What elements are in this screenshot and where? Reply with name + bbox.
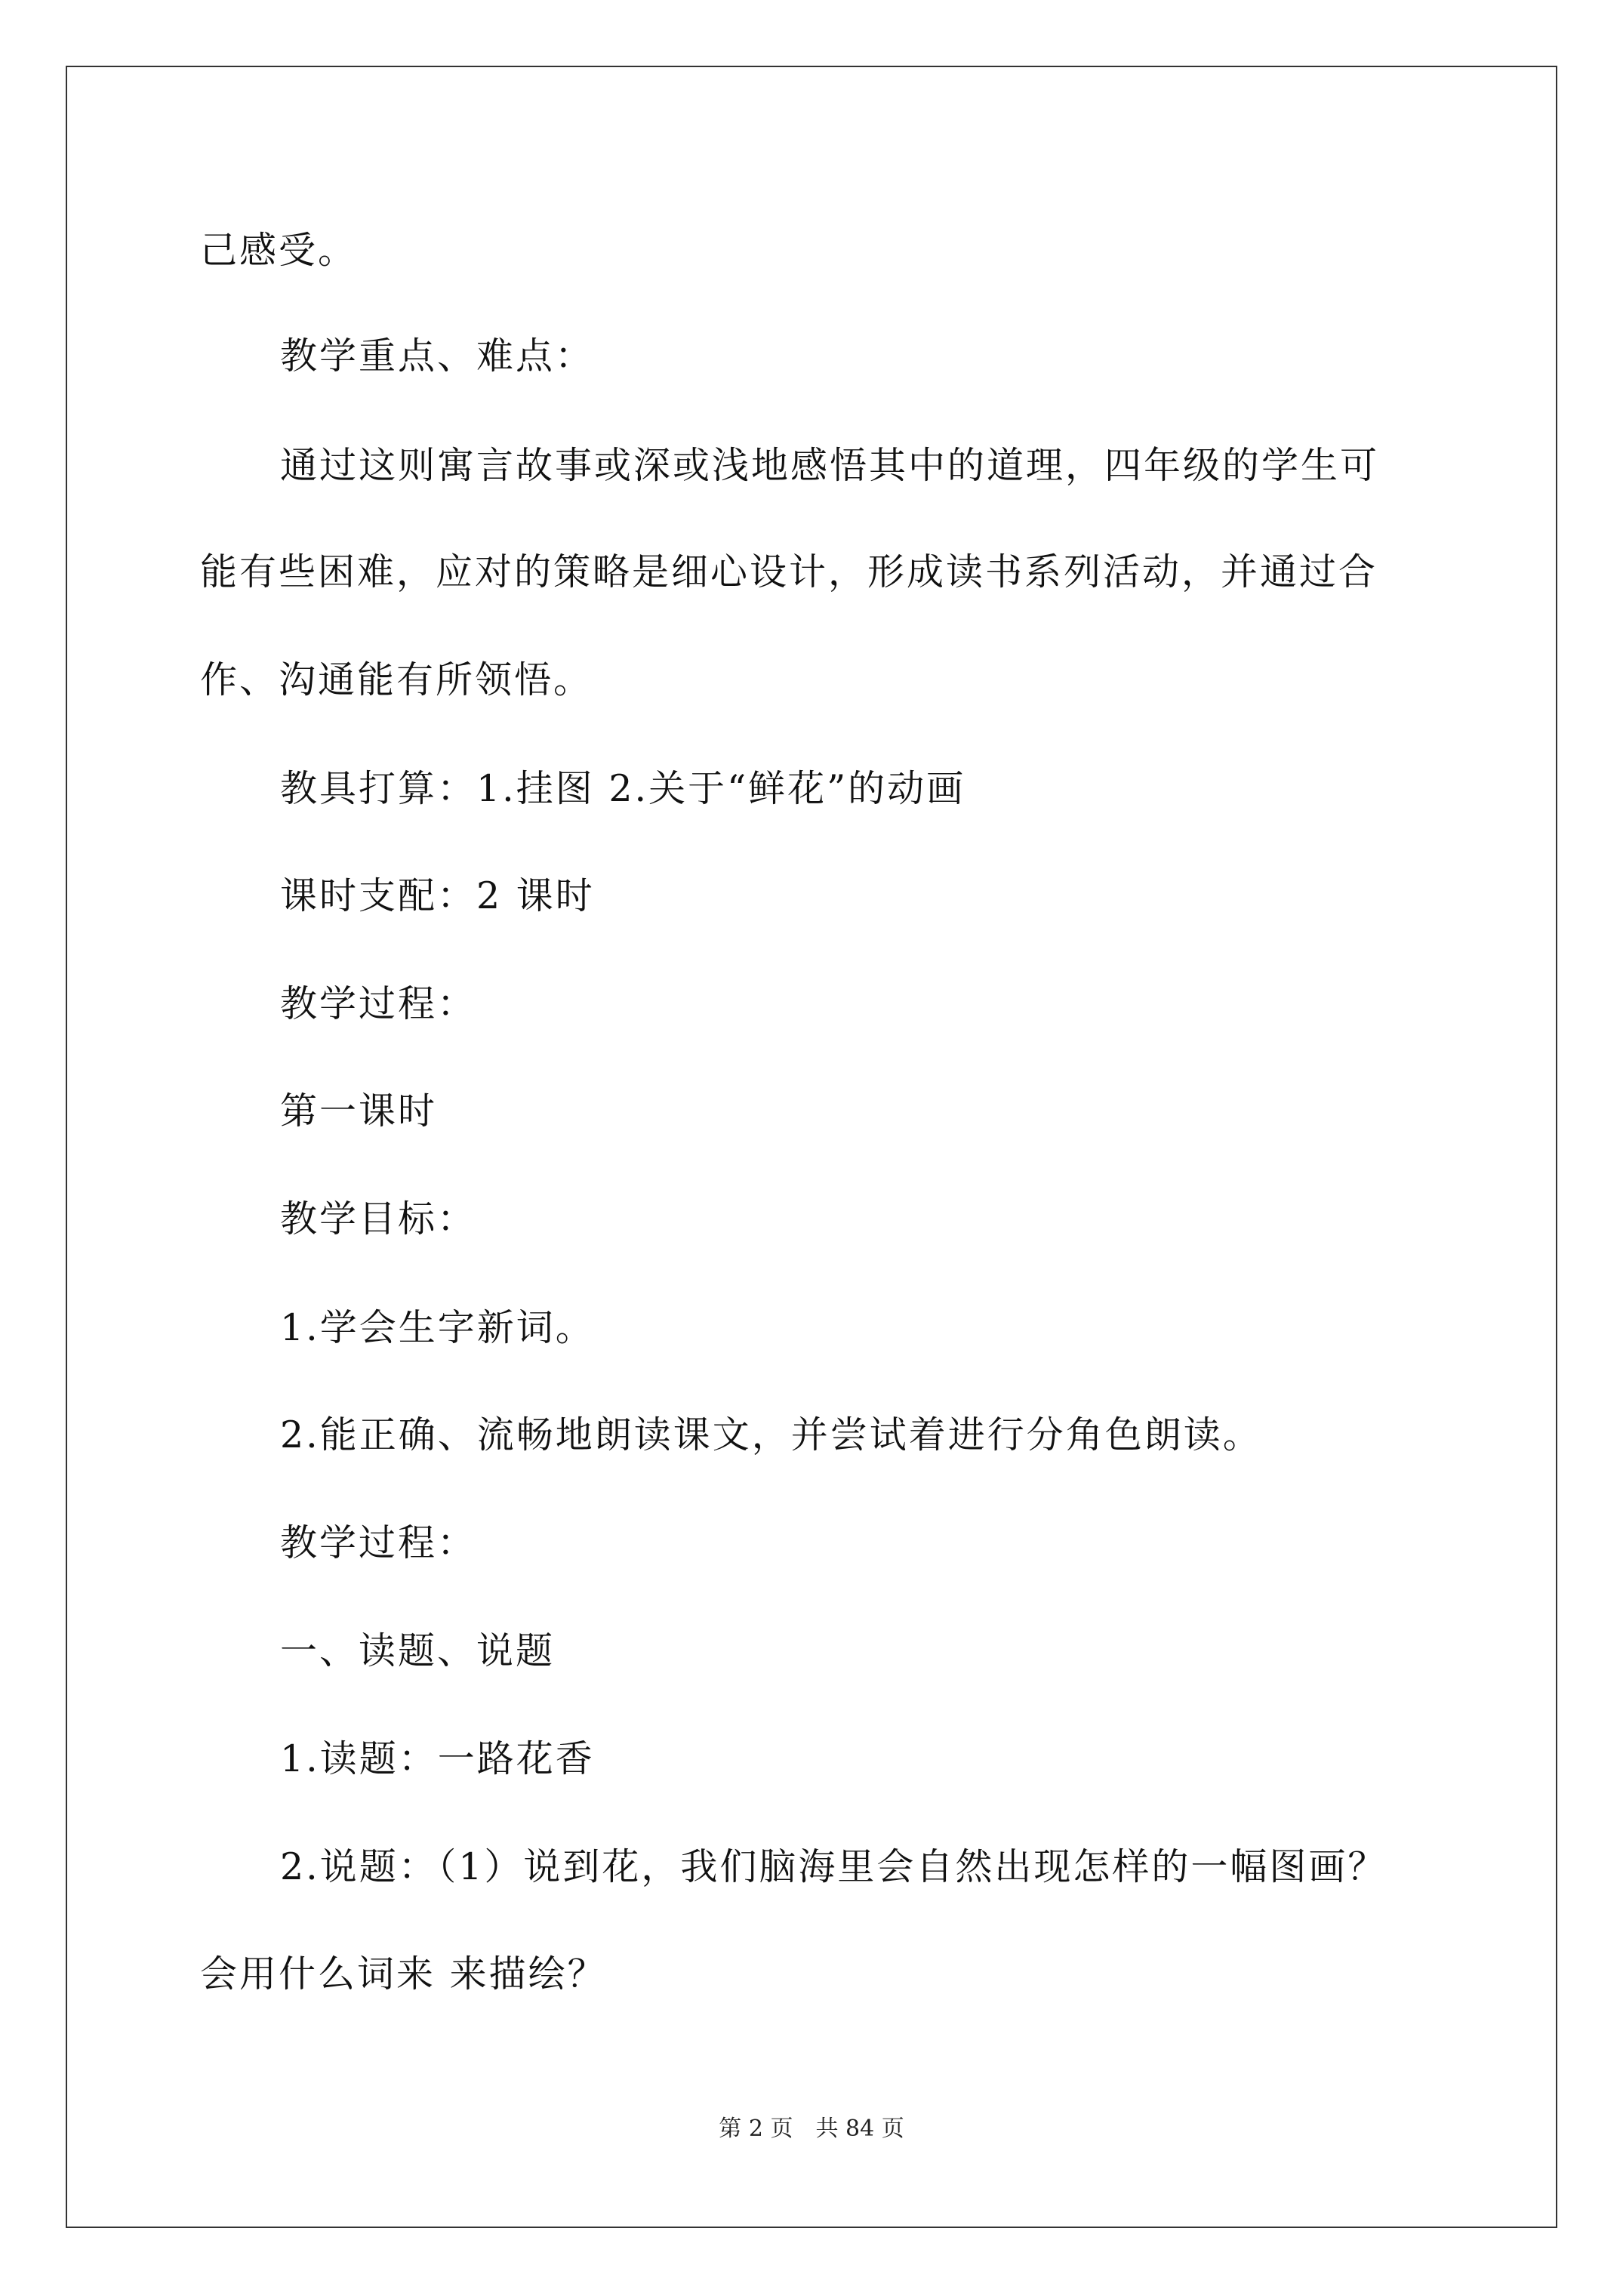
page-border [66,66,1557,2228]
text-line: 通过这则寓言故事或深或浅地感悟其中的道理，四年级的学生可 [280,444,1380,487]
text-line: 教学目标： [280,1197,477,1240]
text-line: 教学重点、难点： [280,334,595,378]
text-line: 2.能正确、流畅地朗读课文，并尝试着进行分角色朗读。 [280,1413,1262,1456]
text-line: 1.读题：一路花香 [280,1737,595,1780]
page-number-footer: 第 2 页 共 84 页 [719,2116,904,2142]
text-line: 教学过程： [280,1521,477,1564]
text-line: 能有些困难，应对的策略是细心设计，形成读书系列活动，并通过合 [200,550,1378,593]
text-line: 会用什么词来 来描绘？ [200,1952,607,1996]
text-line: 己感受。 [200,229,358,272]
text-line: 作、沟通能有所领悟。 [200,658,593,701]
text-line: 第一课时 [280,1089,438,1133]
text-line: 课时支配：2 课时 [280,874,595,917]
text-line: 1.学会生字新词。 [280,1306,595,1349]
text-line: 教具打算：1.挂图 2.关于“鲜花”的动画 [280,767,966,810]
text-line: 一、读题、说题 [280,1629,556,1672]
text-line: 2.说题：（1）说到花，我们脑海里会自然出现怎样的一幅图画？ [280,1845,1387,1888]
text-line: 教学过程： [280,982,477,1025]
